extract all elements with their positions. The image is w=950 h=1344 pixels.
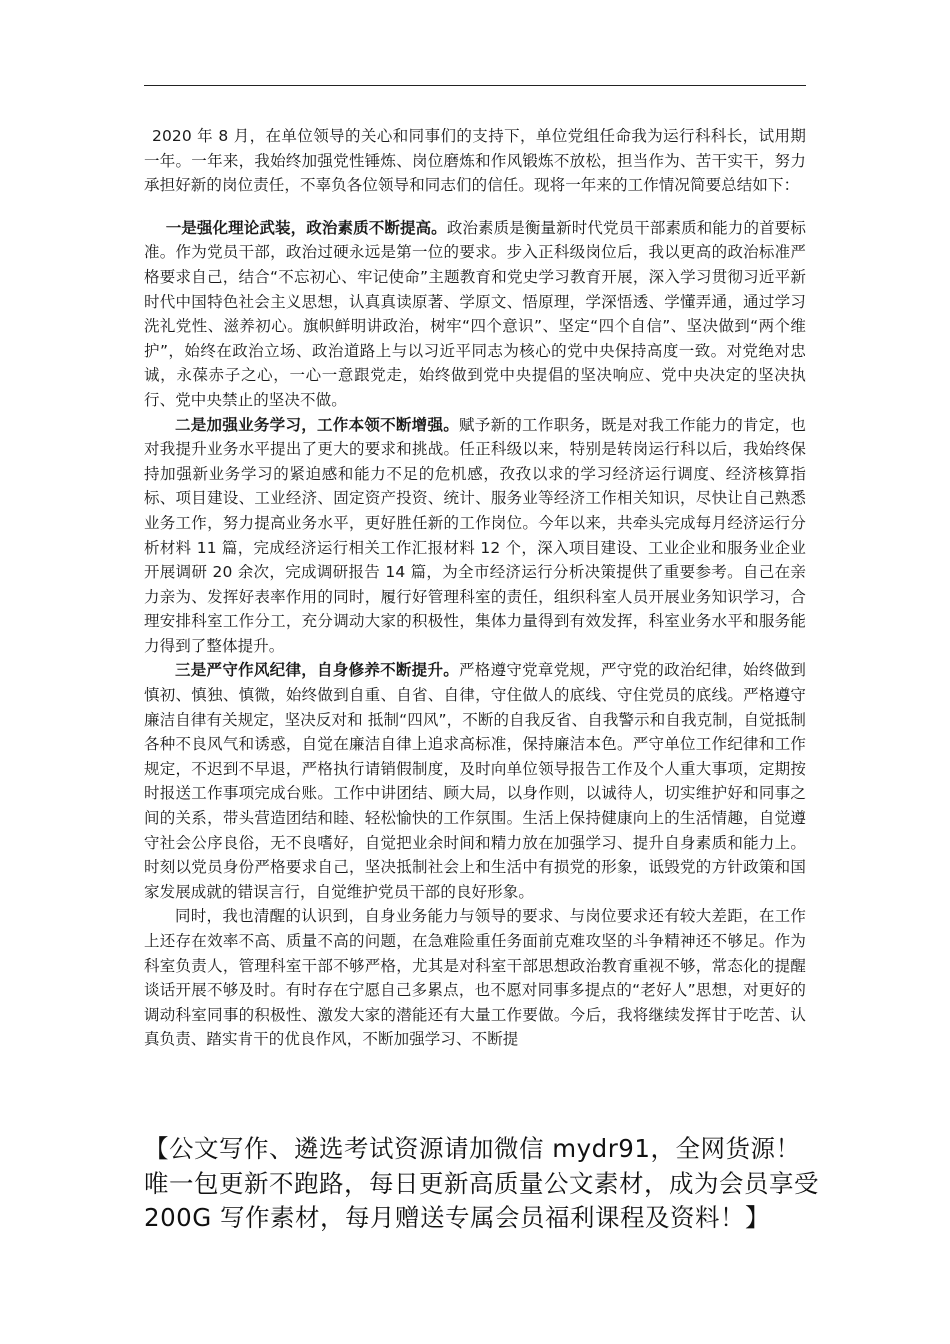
section-2-paragraph (144, 413, 806, 659)
header-rule (144, 85, 806, 86)
section-1-body: 政治素质是衡量新时代党员干部素质和能力的首要标准。作为党员干部，政治过硬永远是第一位的要求。步入正科级岗位后，我以更高的政治标准严格要求自己，结合“不忘初心、牢记使命”主题教育和党史学习教育开展，深入学习贯彻习近平新时代中国特色社会主义思想，认真真读原著、学原文、悟原理，学深悟透、学懂弄通，通过学习洗礼党性、滋养初心。旗帜鲜明讲政治，树牢“四个意识”、坚定“四个自信”、坚决做到“两个维护”，始终在政治立场、政治道路上与以习近平同志为核心的党中央保持高度一致。对党绝对忠诚，永葆赤子之心，一心一意跟党走，始终做到党中央提倡的坚决响应、党中央决定的坚决执行、党中央禁止的坚决不做。 (144, 218, 806, 409)
intro-paragraph: 2020 年 8 月，在单位领导的关心和同事们的支持下，单位党组任命我为运行科科长，试用期一年。一年来，我始终加强党性锤炼、岗位磨炼和作风锻炼不放松，担当作为、苦干实干，努力承担好新的岗位责任，不辜负各位领导和同志们的信任。现将一年来的工作情况简要总结如下： (144, 127, 806, 195)
section-3-body: 严格遵守党章党规，严守党的政治纪律，始终做到慎初、慎独、慎微，始终做到自重、自省、自律，守住做人的底线、守住党员的底线。严格遵守廉洁自律有关规定，坚决反对和 抵制“四风”，不断的自我反省、自我警示和自我克制，自觉抵制各种不良风气和诱惑，自觉在廉洁自律上追求高标准，保持廉洁本色。严守单位工作纪律和工作规定，不迟到不早退，严格执行请销假制度，及时向单位领导报告工作及个人重大事项，定期按时报送工作事项完成台账。工作中讲团结、顾大局，以身作则，以诚待人，切实维护好和同事之间的关系，带头营造团结和睦、轻松愉快的工作氛围。生活上保持健康向上的生活情趣，自觉遵守社会公序良俗，无不良嗜好，自觉把业余时间和精力放在加强学习、提升自身素质和能力上。时刻以党员身份严格要求自己，坚决抵制社会上和生活中有损党的形象，诋毁党的方针政策和国家发展成就的错误言行，自觉维护党员干部的良好形象。 (144, 661, 806, 901)
section-1-paragraph (144, 216, 806, 413)
section-3-heading: 三是严守作风纪律，自身修养不断提升。 (175, 661, 460, 680)
section-1-heading: 一是强化理论武装，政治素质不断提高。 (165, 218, 447, 237)
advertisement-text: 【公文写作、遴选考试资源请加微信 mydr91，全网货源！唯一包更新不跑路，每日更新高质量公文素材，成为会员享受 200G 写作素材，每月赠送专属会员福利课程及资料！】 (144, 1134, 819, 1233)
section-2-body: 赋予新的工作职务，既是对我工作能力的肯定，也对我提升业务水平提出了更大的要求和挑战。任正科级以来，特别是转岗运行科以后，我始终保持加强新业务学习的紧迫感和能力不足的危机感，孜孜以求的学习经济运行调度、经济核算指标、项目建设、工业经济、固定资产投资、统计、服务业等经济工作相关知识，尽快让自己熟悉业务工作，努力提高业务水平，更好胜任新的工作岗位。今年以来，共牵头完成每月经济运行分析材料 11 篇，完成经济运行相关工作汇报材料 12 个，深入项目建设、工业企业和服务业企业开展调研 20 余次，完成调研报告 14 篇，为全市经济运行分析决策提供了重要参考。自己在亲力亲为、发挥好表率作用的同时，履行好管理科室的责任，组织科室人员开展业务知识学习，合理安排科室工作分工，充分调动大家的积极性，集体力量得到有效发挥，科室业务水平和服务能力得到了整体提升。 (144, 415, 806, 655)
closing-paragraph: 同时，我也清醒的认识到，自身业务能力与领导的要求、与岗位要求还有较大差距，在工作上还存在效率不高、质量不高的问题，在急难险重任务面前克难攻坚的斗争精神还不够足。作为科室负责人，管理科室干部不够严格，尤其是对科室干部思想政治教育重视不够，常态化的提醒谈话开展不够及时。有时存在宁愿自己多累点，也不愿对同事多提点的“老好人”思想，对更好的调动科室同事的积极性、激发大家的潜能还有大量工作要做。今后，我将继续发挥甘于吃苦、认真负责、踏实肯干的优良作风，不断加强学习、不断提 (144, 907, 806, 1049)
section-3-paragraph (144, 658, 806, 904)
document-body (144, 124, 806, 1052)
section-2-heading: 二是加强业务学习，工作本领不断增强。 (175, 415, 460, 434)
